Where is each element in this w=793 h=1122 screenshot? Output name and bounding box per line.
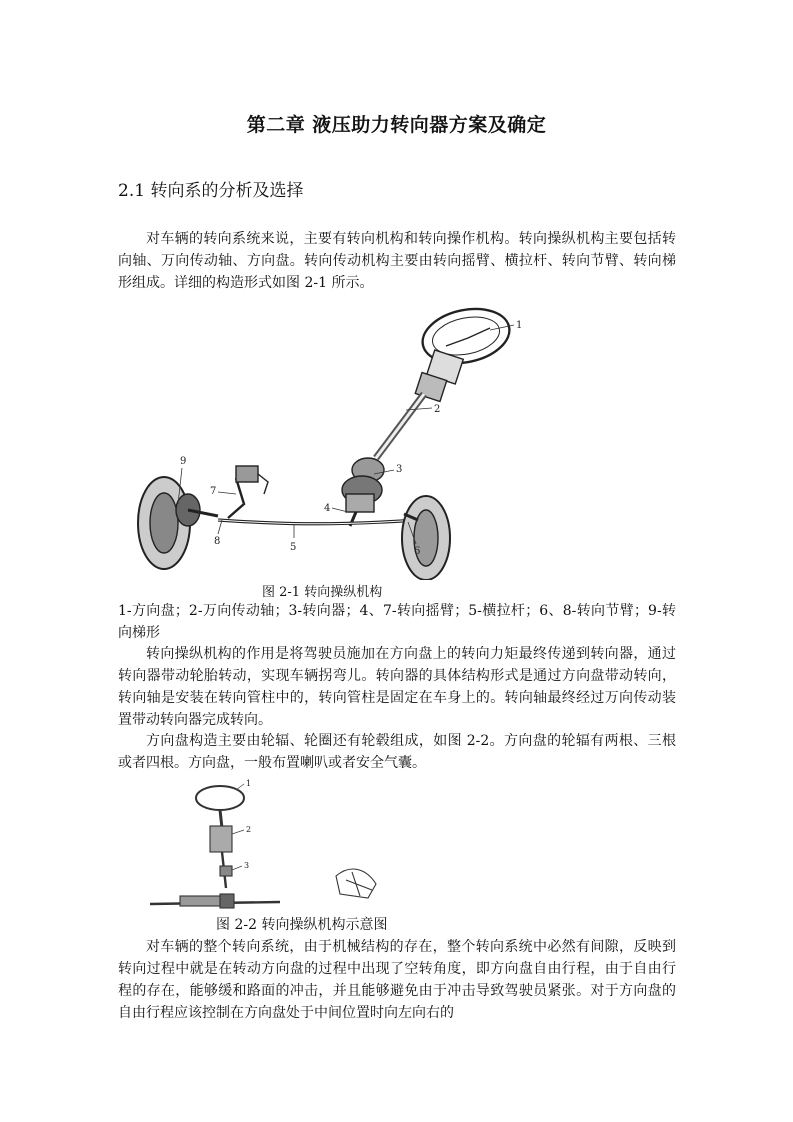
fig1-callout-3: 3	[396, 464, 403, 475]
paragraph-steering-operation: 转向操纵机构的作用是将驾驶员施加在方向盘上的转向力矩最终传递到转向器，通过转向器带动轮胎转动，实现车辆拐弯儿。转向器的具体结构形式是通过方向盘带动转向，转向轴是安装在转向管柱中的，转向管柱是固定在车身上的。转向轴最终经过万向传动装置带动转向器完成转向。	[118, 646, 676, 728]
figure-2-1-caption: 图 2-1 转向操纵机构	[262, 585, 383, 600]
fig1-callout-4: 4	[324, 503, 331, 514]
paragraph-intro: 对车辆的转向系统来说，主要有转向机构和转向操作机构。转向操纵机构主要包括转向轴、万向传动轴、方向盘。转向传动机构主要由转向摇臂、横拉杆、转向节臂、转向梯形组成。详细的构造形式如图 2-1 所示。	[118, 231, 676, 291]
chapter-title: 第二章 液压助力转向器方案及确定	[246, 114, 547, 136]
fig1-callout-8: 8	[214, 536, 221, 547]
paragraph-steering-wheel: 方向盘构造主要由轮辐、轮圈还有轮毂组成，如图 2-2。方向盘的轮辐有两根、三根或者四根。方向盘，一般布置喇叭或者安全气囊。	[118, 733, 676, 771]
fig1-callout-2: 2	[434, 404, 441, 415]
paragraph-free-play: 对车辆的整个转向系统，由于机械结构的存在，整个转向系统中必然有间隙，反映到转向过程中就是在转动方向盘的过程中出现了空转角度，即方向盘自由行程，由于自由行程的存在，能够缓和路面的冲击，并且能够避免由于冲击导致驾驶员紧张。对于方向盘的自由行程应该控制在方向盘处于中间位置时向左向右的	[118, 939, 676, 1021]
fig1-callout-6: 6	[414, 546, 421, 557]
fig1-callout-7: 7	[210, 486, 217, 497]
fig1-callout-9: 9	[180, 456, 187, 467]
section-title: 2.1 转向系的分析及选择	[118, 181, 304, 201]
fig2-callout-2: 2	[246, 825, 252, 834]
figure-2-1-legend: 1-方向盘；2-万向传动轴；3-转向器；4、7-转向摇臂；5-横拉杆；6、8-转向节臂；9-转向梯形	[118, 603, 676, 641]
figure-2-2-steering-diagram	[140, 776, 420, 912]
fig1-callout-1: 1	[516, 320, 523, 331]
fig2-callout-1: 1	[246, 779, 252, 788]
fig2-callout-3: 3	[244, 861, 250, 870]
fig1-callout-5: 5	[290, 542, 297, 553]
figure-2-2-caption: 图 2-2 转向操纵机构示意图	[216, 917, 388, 933]
figure-2-1-steering-mechanism	[118, 298, 538, 580]
